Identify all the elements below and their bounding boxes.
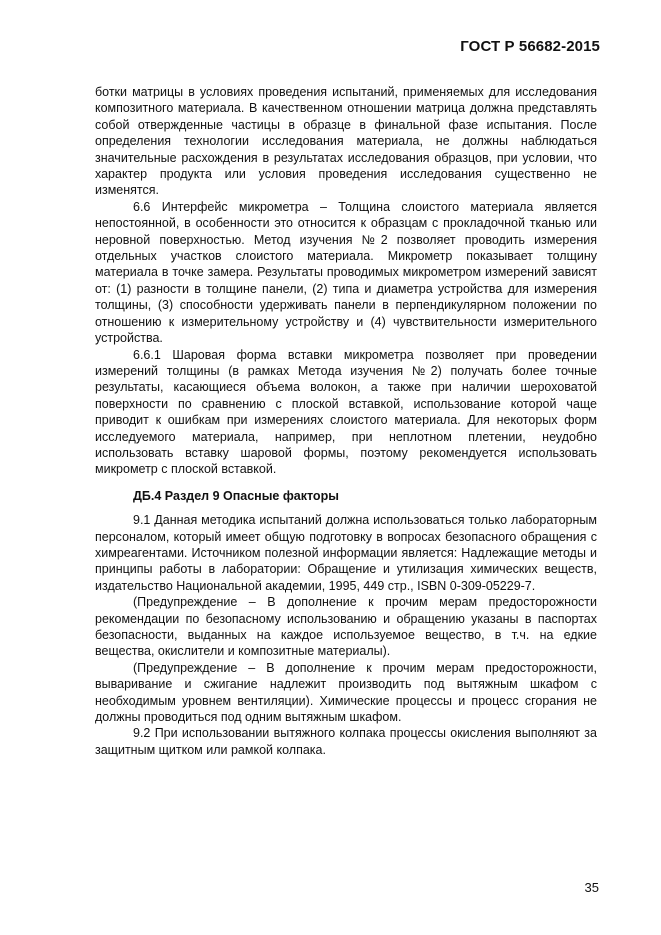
section-heading: ДБ.4 Раздел 9 Опасные факторы [133,488,339,503]
document-code-header: ГОСТ Р 56682-2015 [460,38,600,55]
paragraph-continuation: ботки матрицы в условиях проведения испытаний, применяемых для исследования композитного материала. В качественном отношении матрица должна представлять собой отвержденные частицы в образце в финальной фазе испытания. После определения технологии исследования материала, не должны наблюдаться значительные расхождения в результатах исследования образцов, при условии, что характер продукта или условия проведения исследования существенно не изменятся. [95,85,597,198]
paragraph-9-2: 9.2 При использовании вытяжного колпака процессы окисления выполняют за защитным щитком или рамкой колпака. [95,726,597,757]
paragraph-9-1: 9.1 Данная методика испытаний должна использоваться только лабораторным персоналом, который имеет общую подготовку в вопросах безопасного обращения с химреагентами. Источником полезной информации является: Надлежащие методы и принципы работы в лаборатории: Обращение и утилизация химических веществ, издательство Национальной академии, 1995, 449 стр., ISBN 0-309-05229-7. [95,513,597,593]
warning-paragraph-2: (Предупреждение – В дополнение к прочим мерам предосторожности, вываривание и сжигание надлежит производить под вытяжным шкафом с необходимым уровнем вентиляции). Химические процессы и процесс сгорания не должны проводиться под одним вытяжным шкафом. [95,660,597,725]
paragraph-6-6: 6.6 Интерфейс микрометра – Толщина слоистого материала является непостоянной, в особенности это относится к образцам с прокладочной тканью или неровной поверхностью. Метод изучения №2 позволяет проводить измерения отдельных участков слоистого материала. Микрометр показывает толщину материала в точке замера. Результаты проводимых микрометром измерений зависят от: (1) разности в толщине панели, (2) типа и диаметра устройства для измерения толщины, (3) способности удерживать панели в перпендикулярном положении по отношению к измерительному устройству и (4) чувствительности измерительного устройства. [95,199,597,346]
document-body [95,84,597,758]
paragraph-6-6-1: 6.6.1 Шаровая форма вставки микрометра позволяет при проведении измерений толщины (в рамках Метода изучения №2) получать более точные результаты, касающиеся объема волокон, а также при наличии шероховатой поверхности по сравнению с плоской вставкой, использование которой чаще приводит к ошибкам при измерениях слоистого материала. Для некоторых форм исследуемого материала, например, при неплотном плетении, неудобно использовать вставку шаровой формы, поэтому рекомендуется использовать микрометр с плоской вставкой. [95,347,597,477]
warning-paragraph-1: (Предупреждение – В дополнение к прочим мерам предосторожности рекомендации по безопасному использованию и обращению указаны в паспортах безопасности, выданных на каждое используемое вещество, в т.ч. на едкие вещества, окислители и композитные материалы). [95,595,597,659]
page-number: 35 [584,880,599,895]
